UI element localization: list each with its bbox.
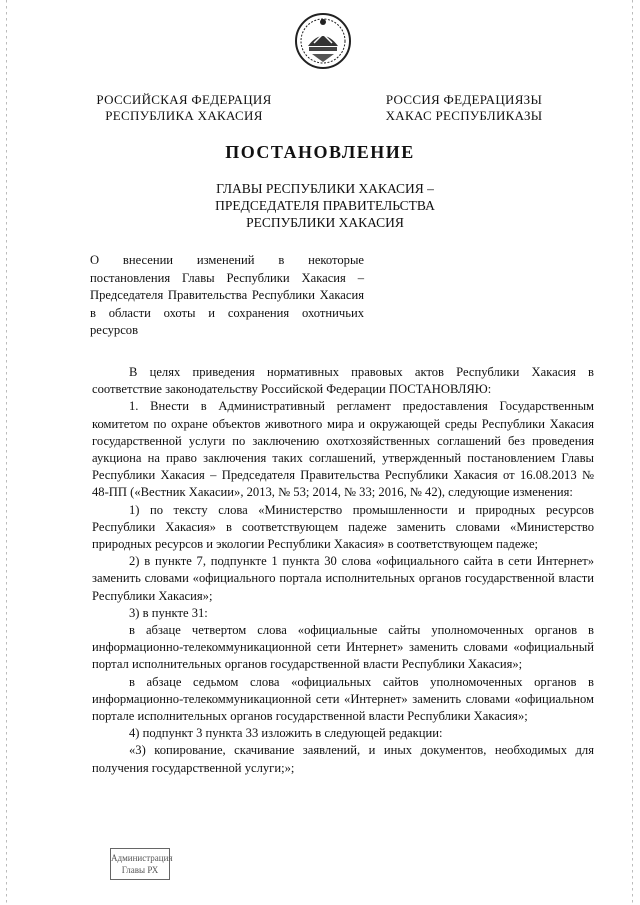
paragraph-preamble: В целях приведения нормативных правовых актов Республики Хакасия в соответствие законодательству Российской Федерации ПОСТАНОВЛЯЮ: (92, 365, 594, 397)
paragraph-subitem-4-text: «3) копирование, скачивание заявлений, и иных документов, необходимых для получения государственной услуги;»; (92, 743, 594, 775)
document-body (92, 364, 594, 777)
document-subject: О внесении изменений в некоторые постановления Главы Республики Хакасия – Председателя Правительства Республики Хакасия в области охоты и сохранения охотничьих ресурсов (90, 253, 364, 337)
issuer-block (160, 180, 490, 231)
stamp-line1: Администрация (111, 853, 173, 863)
paragraph-subitem-1: 1) по тексту слова «Министерство промышленности и природных ресурсов Республики Хакасия» в соответствующем падеже заменить словами «Министерство природных ресурсов и экологии Республики Хакасия» в соответствующем падеже; (92, 502, 594, 552)
paragraph-subitem-4: 4) подпункт 3 пункта 33 изложить в следующей редакции: (129, 726, 443, 741)
paragraph-subitem-3: 3) в пункте 31: (129, 605, 208, 620)
issuer-line3: РЕСПУБЛИКИ ХАКАСИЯ (246, 215, 404, 230)
scan-edge-left (6, 0, 7, 905)
header-khakas (364, 92, 564, 124)
header-russian (84, 92, 284, 124)
header-left-line1: РОССИЙСКАЯ ФЕДЕРАЦИЯ (96, 92, 272, 107)
header-right-line1: РОССИЯ ФЕДЕРАЦИЯЗЫ (385, 92, 543, 107)
paragraph-subitem-2: 2) в пункте 7, подпункте 1 пункта 30 слова «официального сайта в сети Интернет» заменить словами «официального портала исполнительных органов государственной власти Республики Хакасия»; (92, 554, 594, 603)
paragraph-item-1: 1. Внести в Административный регламент предоставления Государственным комитетом по охране объектов животного мира и окружающей среды Республики Хакасия государственной услуги по заключению охотхозяйственных соглашений без проведения аукциона на право заключения таких соглашений, утвержденный постановлением Главы Республики Хакасия – Председателя Правительства Республики Хакасия от 16.08.2013 № 48-ПП («Вестник Хакасии», 2013, № 53; 2014, № 33; 2016, № 42), следующие изменения: (92, 399, 594, 500)
paragraph-subitem-3-abzac-7: в абзаце седьмом слова «официальных сайтов уполномоченных органов в информационно-телекоммуникационной сети «Интернет» заменить словами «официальном портале исполнительных органов государственной власти Республики Хакасия»; (92, 674, 594, 724)
stamp-line2: Главы РХ (121, 865, 159, 875)
header-left-line2: РЕСПУБЛИКА ХАКАСИЯ (105, 108, 263, 123)
document-type-title: ПОСТАНОВЛЕНИЕ (225, 142, 415, 162)
paragraph-subitem-3-abzac-4: в абзаце четвертом слова «официальные сайты уполномоченных органов в информационно-телекоммуникационной сети Интернет» заменить словами «официальный портал исполнительных органов государственной власти Республики Хакасия»; (92, 623, 594, 672)
coat-of-arms-emblem (294, 12, 352, 70)
header-right-line2: ХАКАС РЕСПУБЛИКАЗЫ (385, 108, 543, 123)
scan-edge-right (632, 0, 633, 905)
registration-stamp (110, 848, 173, 880)
issuer-line2: ПРЕДСЕДАТЕЛЯ ПРАВИТЕЛЬСТВА (215, 198, 435, 213)
issuer-line1: ГЛАВЫ РЕСПУБЛИКИ ХАКАСИЯ – (216, 181, 434, 196)
